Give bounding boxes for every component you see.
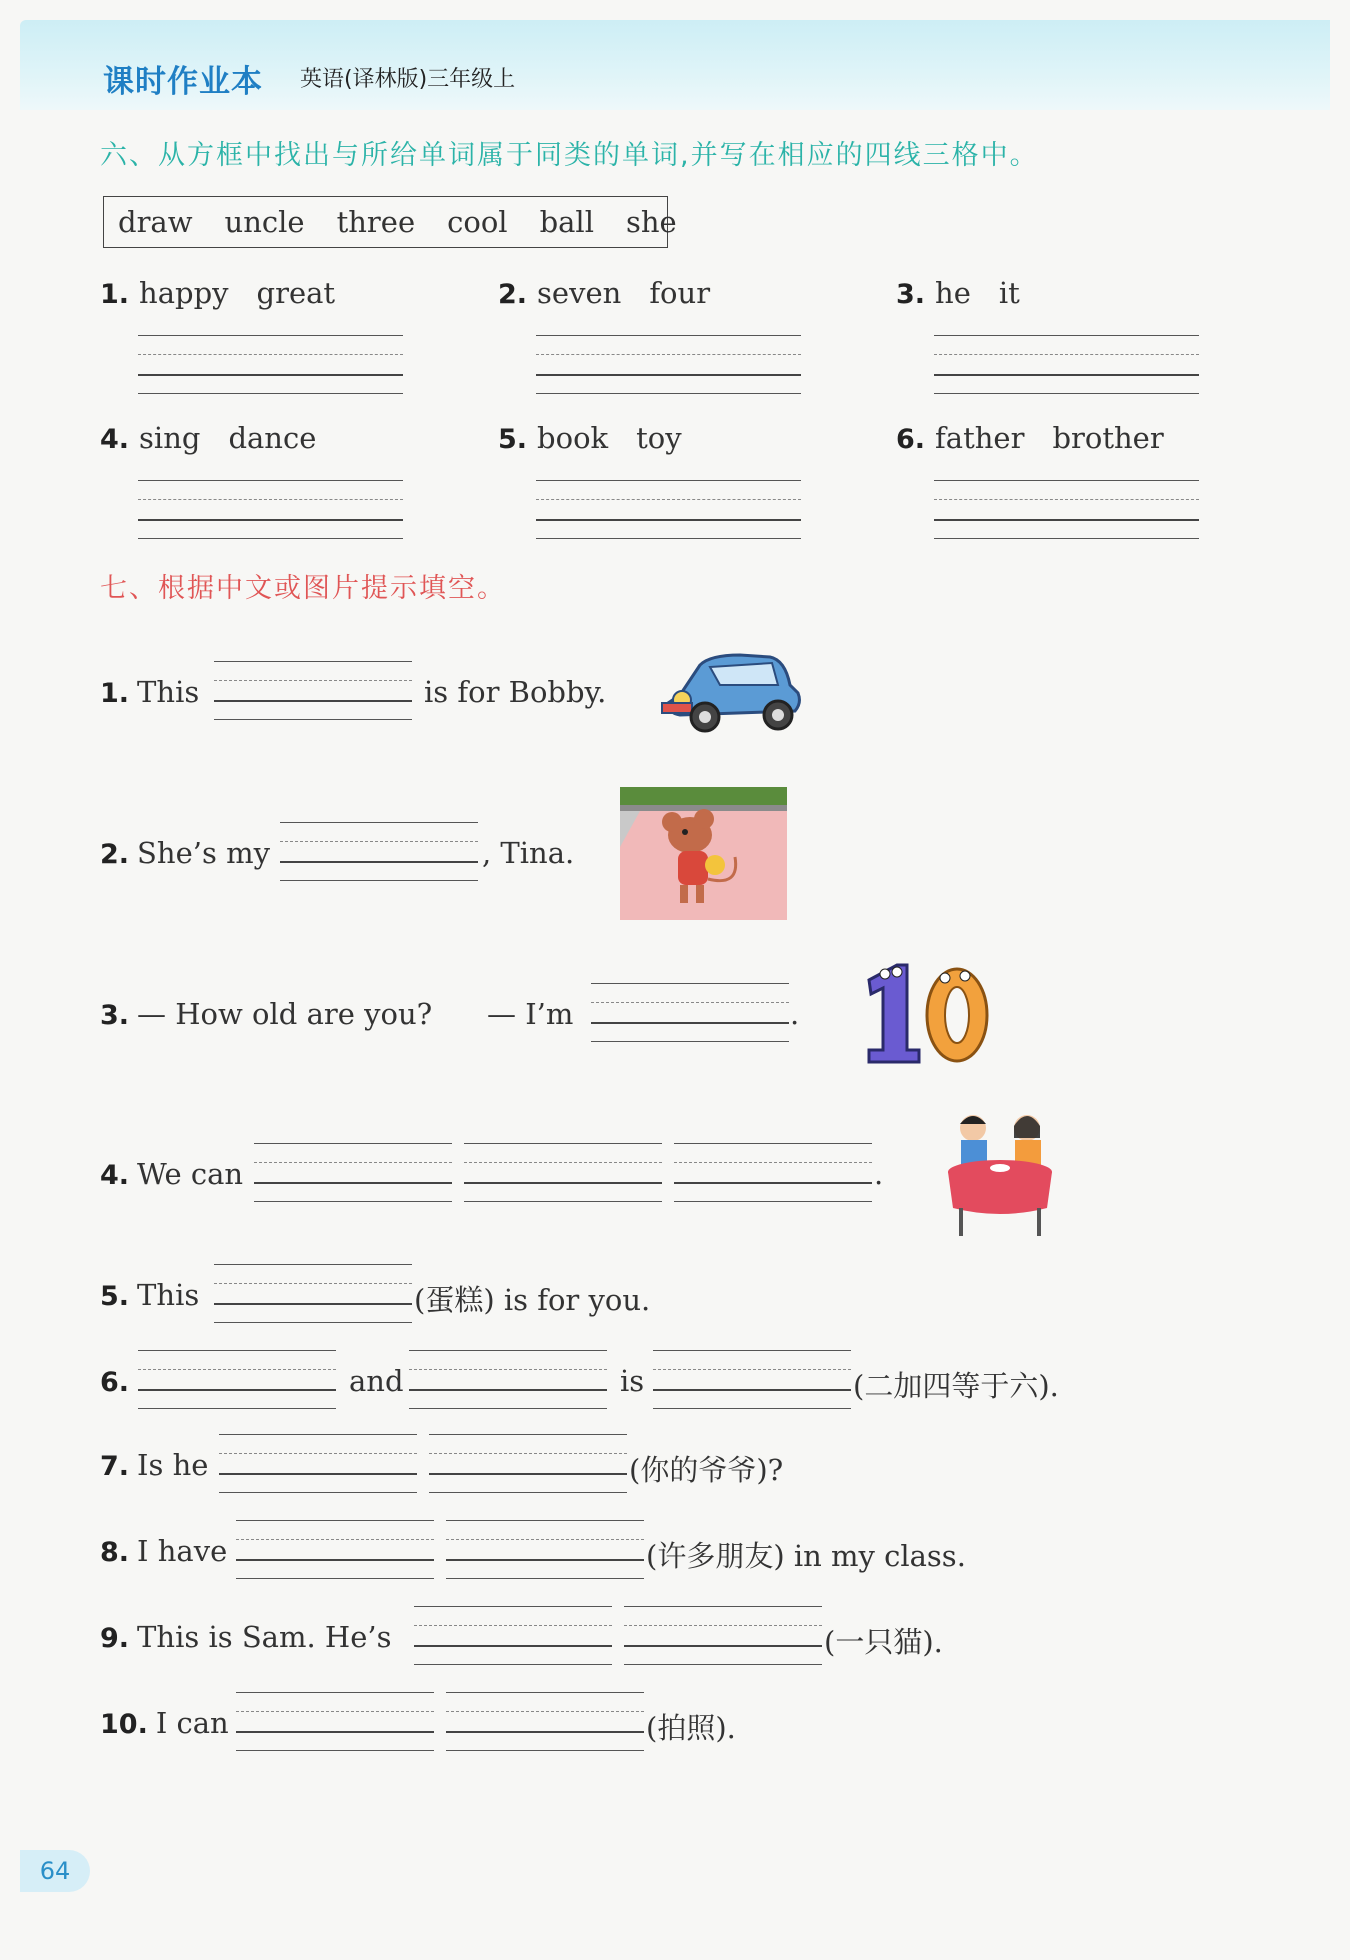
question-4-end: . — [874, 1157, 884, 1191]
answer-fourline-q10-b[interactable] — [446, 1692, 644, 1752]
question-7-end: (你的爷爷)? — [629, 1453, 784, 1487]
question-6-is: is — [620, 1364, 645, 1398]
question-7-start: 7. Is he — [100, 1448, 209, 1482]
answer-fourline-q9-a[interactable] — [414, 1606, 612, 1666]
word-bank-word: cool — [447, 205, 508, 239]
answer-fourline-q10-a[interactable] — [236, 1692, 434, 1752]
word-bank-word: she — [625, 205, 677, 239]
answer-fourline-q9-b[interactable] — [624, 1606, 822, 1666]
question-3-start: 3. — How old are you? — [100, 997, 433, 1031]
word-bank-word: draw — [118, 205, 193, 239]
car-icon — [660, 645, 805, 740]
answer-fourline-q4-c[interactable] — [674, 1143, 872, 1203]
answer-fourline-1[interactable] — [138, 335, 403, 395]
question-3-middle: — I’m — [487, 997, 574, 1031]
answer-fourline-q6-c[interactable] — [653, 1350, 851, 1410]
mouse-girl-picture — [620, 787, 787, 920]
word-bank-box — [103, 196, 677, 248]
category-item-2: 2. seven four — [498, 276, 711, 310]
question-9-end: (一只猫). — [824, 1625, 943, 1659]
question-10-start: 10. I can — [100, 1706, 229, 1740]
word-bank-word: uncle — [224, 205, 305, 239]
book-title: 课时作业本 — [103, 64, 263, 100]
category-item-4: 4. sing dance — [100, 421, 317, 455]
answer-fourline-q4-b[interactable] — [464, 1143, 662, 1203]
section6-title: 六、从方框中找出与所给单词属于同类的单词,并写在相应的四线三格中。 — [100, 140, 1039, 171]
category-item-3: 3. he it — [896, 276, 1020, 310]
question-9-start: 9. This is Sam. He’s — [100, 1620, 392, 1654]
answer-fourline-q6-a[interactable] — [138, 1350, 336, 1410]
category-item-6: 6. father brother — [896, 421, 1164, 455]
word-bank-word: ball — [539, 205, 594, 239]
answer-fourline-q4-a[interactable] — [254, 1143, 452, 1203]
answer-fourline-q2[interactable] — [280, 822, 478, 882]
answer-fourline-5[interactable] — [536, 480, 801, 540]
section7-title: 七、根据中文或图片提示填空。 — [100, 573, 506, 604]
question-10-end: (拍照). — [646, 1711, 736, 1745]
book-subtitle: 英语(译林版)三年级上 — [300, 67, 516, 92]
question-6-end: (二加四等于六). — [853, 1369, 1059, 1403]
question-4-start: 4. We can — [100, 1157, 244, 1191]
answer-fourline-q8-a[interactable] — [236, 1520, 434, 1580]
question-2-start: 2. She’s my — [100, 836, 270, 870]
question-5-start: 5. This — [100, 1278, 200, 1312]
question-8-end: (许多朋友) in my class. — [646, 1539, 966, 1573]
category-item-1: 1. happy great — [100, 276, 336, 310]
question-6-and: and — [349, 1364, 404, 1398]
answer-fourline-6[interactable] — [934, 480, 1199, 540]
answer-fourline-q5[interactable] — [214, 1264, 412, 1324]
question-2-end: , Tina. — [482, 836, 575, 870]
category-item-5: 5. book toy — [498, 421, 682, 455]
question-1-start: 1. This — [100, 675, 200, 709]
question-5-end: (蛋糕) is for you. — [414, 1283, 651, 1317]
answer-fourline-q8-b[interactable] — [446, 1520, 644, 1580]
question-1-end: is for Bobby. — [424, 675, 607, 709]
answer-fourline-q6-b[interactable] — [409, 1350, 607, 1410]
question-6-number: 6. — [100, 1367, 130, 1398]
answer-fourline-q7-a[interactable] — [219, 1434, 417, 1494]
question-3-end: . — [790, 997, 800, 1031]
number-ten-icon — [857, 960, 992, 1065]
page-number: 64 — [20, 1850, 90, 1892]
answer-fourline-4[interactable] — [138, 480, 403, 540]
question-8-start: 8. I have — [100, 1534, 228, 1568]
answer-fourline-3[interactable] — [934, 335, 1199, 395]
word-bank-word: three — [336, 205, 416, 239]
answer-fourline-q7-b[interactable] — [429, 1434, 627, 1494]
answer-fourline-2[interactable] — [536, 335, 801, 395]
answer-fourline-q3[interactable] — [591, 983, 789, 1043]
answer-fourline-q1[interactable] — [214, 661, 412, 721]
children-at-table-picture — [945, 1110, 1055, 1238]
